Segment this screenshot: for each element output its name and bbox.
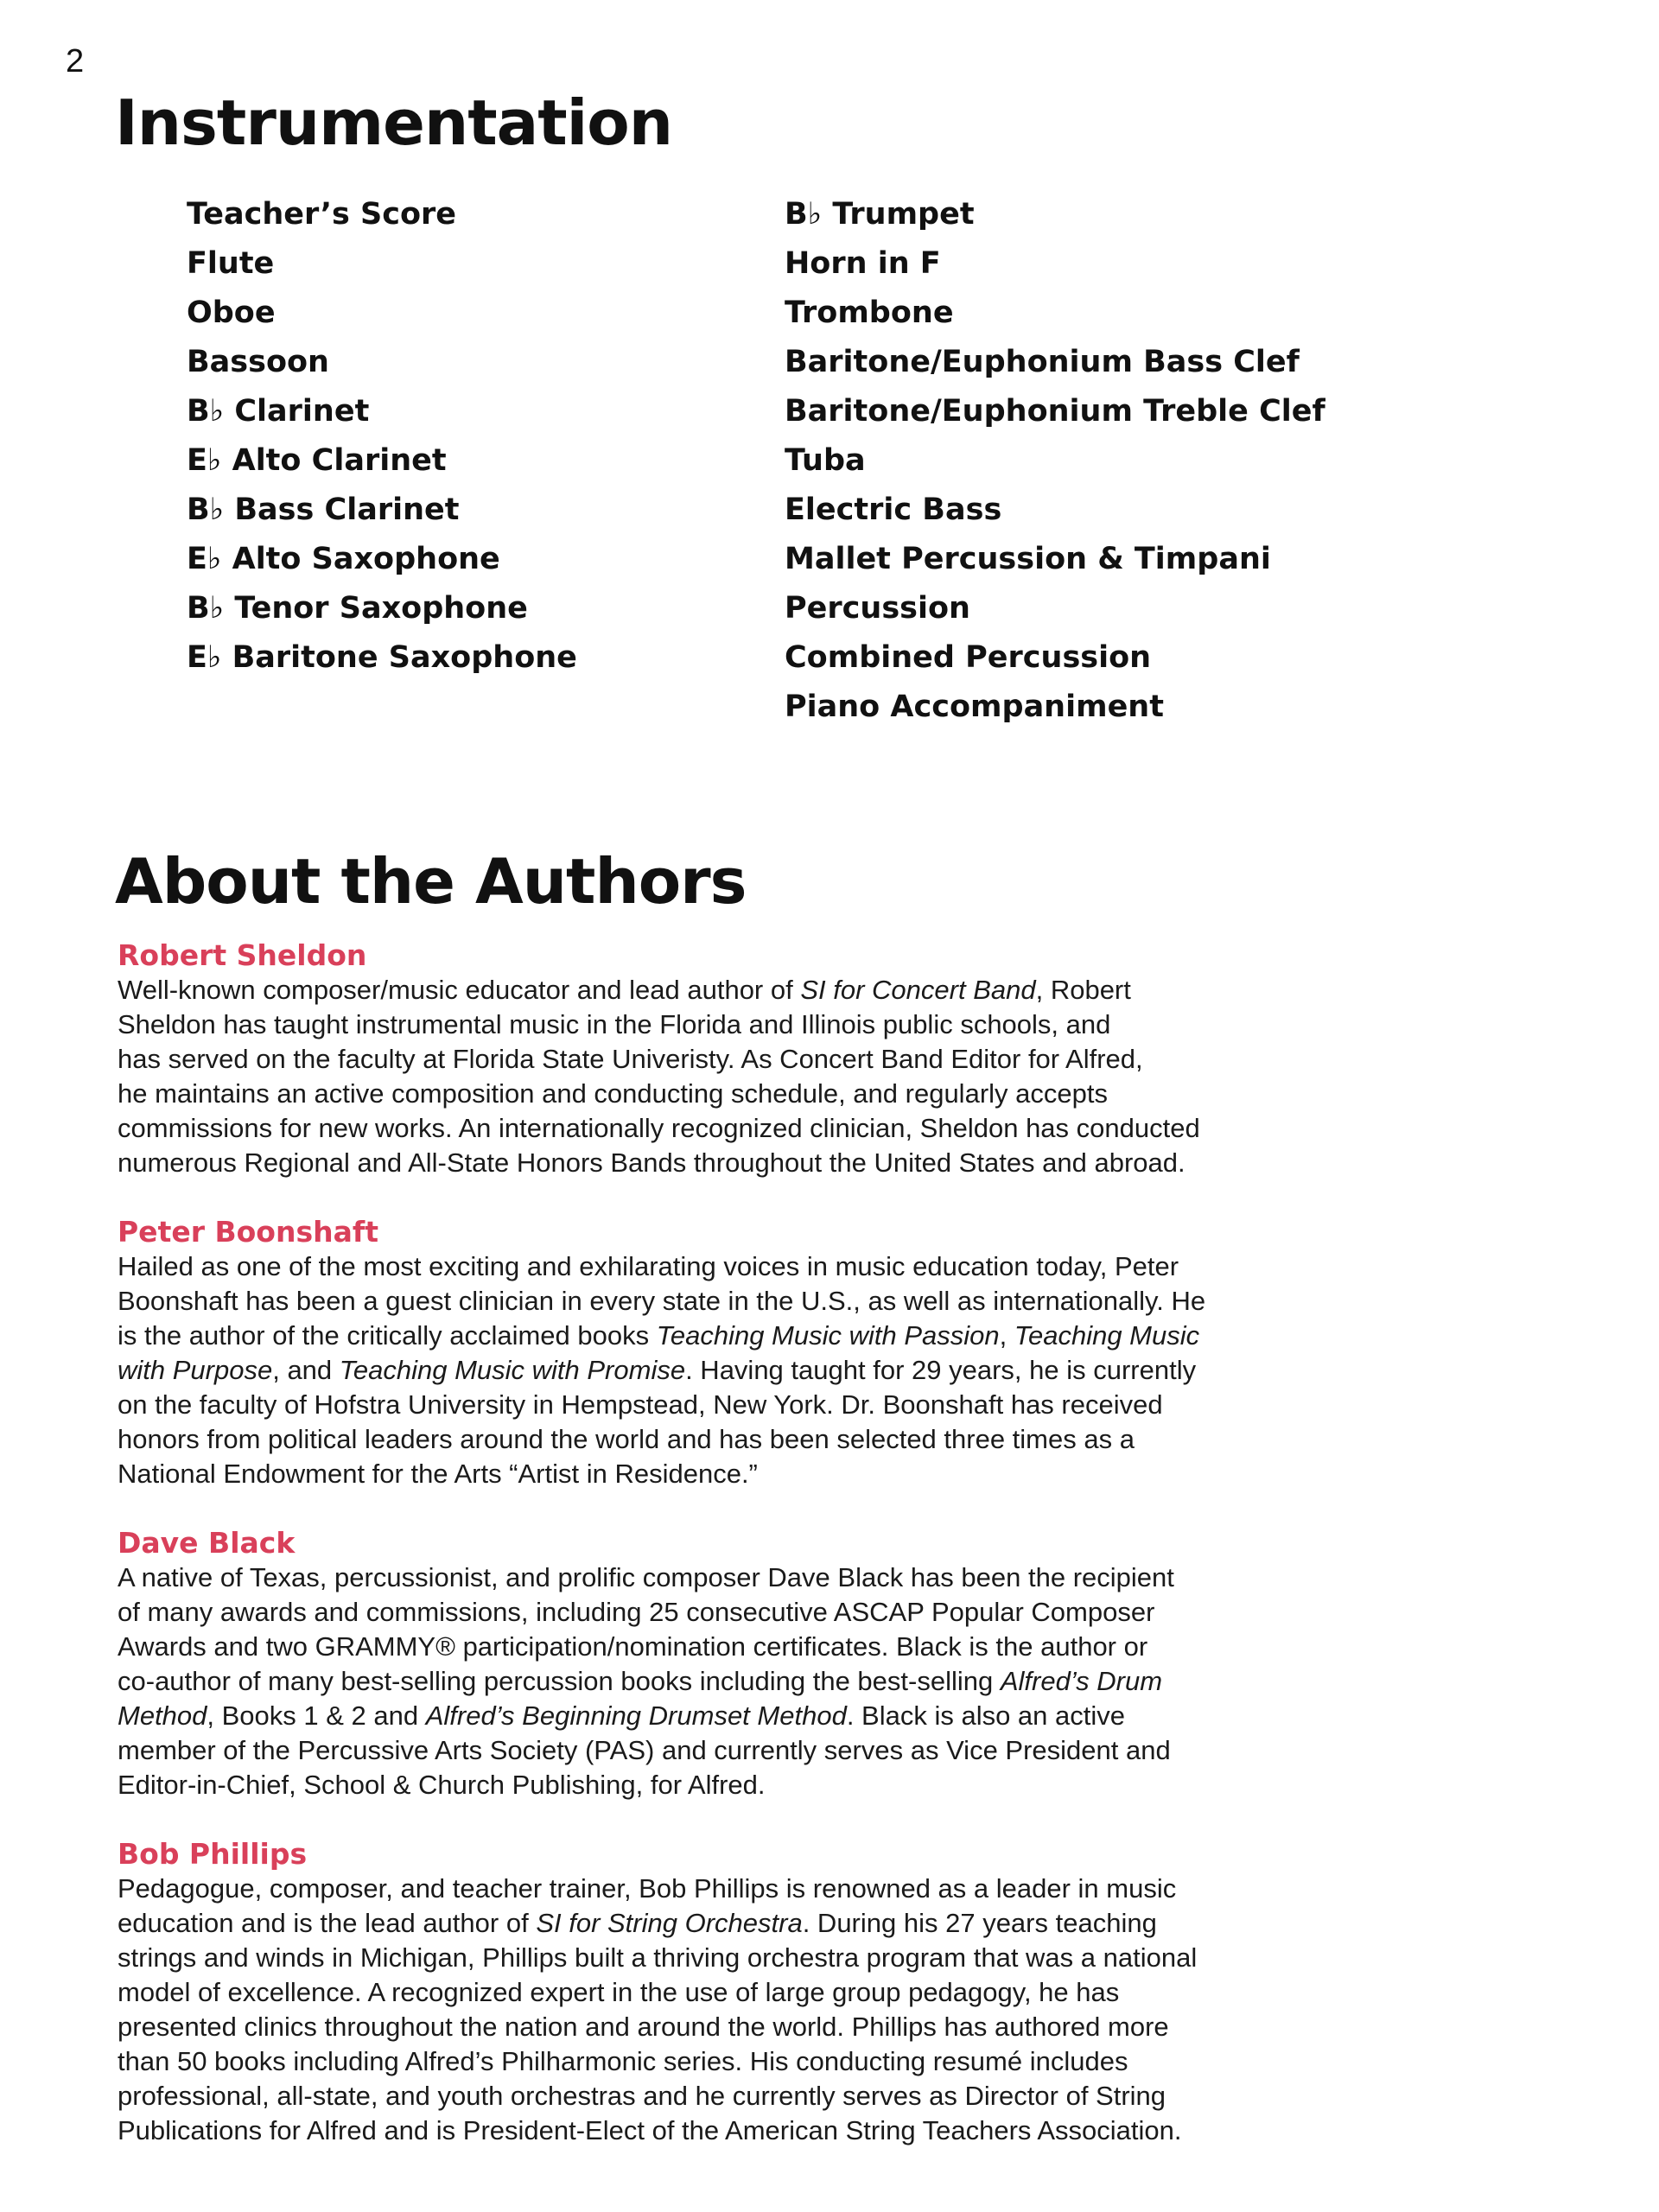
- instrument-item: Teacher’s Score: [187, 197, 457, 232]
- title-italic: SI for Concert Band: [800, 975, 1036, 1005]
- instrument-item: Mallet Percussion & Timpani: [785, 542, 1271, 576]
- instrument-item: Trombone: [785, 296, 954, 330]
- instrument-list-right: [785, 190, 1325, 732]
- instrument-item: Percussion: [785, 591, 970, 626]
- bio-text: member of the Percussive Arts Society (PAS) and currently serves as Vice President and: [118, 1735, 1171, 1765]
- bio-text: Pedagogue, composer, and teacher trainer, Bob Phillips is renowned as a leader in music: [118, 1873, 1177, 1904]
- bio-text: , Books 1 & 2 and: [207, 1700, 426, 1731]
- instrumentation-title: Instrumentation: [115, 86, 673, 159]
- instrument-item: B♭ Tenor Saxophone: [187, 591, 528, 626]
- bio-text: Boonshaft has been a guest clinician in every state in the U.S., as well as internationally. He: [118, 1286, 1206, 1316]
- bio-text: A native of Texas, percussionist, and prolific composer Dave Black has been the recipient: [118, 1562, 1174, 1592]
- author-block: [118, 938, 1275, 1180]
- bio-text: Awards and two GRAMMY® participation/nomination certificates. Black is the author or: [118, 1631, 1148, 1662]
- bio-text: ,: [999, 1320, 1014, 1351]
- bio-text: . Black is also an active: [846, 1700, 1126, 1731]
- author-bio: [118, 973, 1275, 1180]
- bio-text: Well-known composer/music educator and lead author of: [118, 975, 801, 1005]
- bio-text: , Robert: [1035, 975, 1131, 1005]
- author-name: Bob Phillips: [118, 1837, 308, 1871]
- bio-text: he maintains an active composition and conducting schedule, and regularly accepts: [118, 1078, 1108, 1109]
- author-name: Peter Boonshaft: [118, 1215, 379, 1249]
- bio-text: Sheldon has taught instrumental music in the Florida and Illinois public schools, and: [118, 1009, 1111, 1039]
- bio-text: National Endowment for the Arts “Artist in Residence.”: [118, 1459, 758, 1489]
- instrument-item: Electric Bass: [785, 493, 1002, 527]
- about-authors-title: About the Authors: [115, 845, 747, 918]
- instrument-item: Piano Accompaniment: [785, 690, 1164, 724]
- bio-text: co-author of many best-selling percussion books including the best-selling: [118, 1666, 1001, 1696]
- instrument-item: Flute: [187, 246, 275, 281]
- instrument-item: E♭ Alto Saxophone: [187, 542, 500, 576]
- author-block: [118, 1837, 1275, 2148]
- bio-text: presented clinics throughout the nation and around the world. Phillips has authored more: [118, 2012, 1169, 2042]
- bio-text: than 50 books including Alfred’s Philharmonic series. His conducting resumé includes: [118, 2046, 1128, 2076]
- instrument-item: Baritone/Euphonium Treble Clef: [785, 394, 1325, 429]
- bio-text: education and is the lead author of: [118, 1908, 537, 1938]
- instrument-item: Combined Percussion: [785, 640, 1152, 675]
- bio-text: commissions for new works. An internationally recognized clinician, Sheldon has conducted: [118, 1113, 1200, 1143]
- instrument-item: B♭ Bass Clarinet: [187, 493, 460, 527]
- instrument-item: Bassoon: [187, 345, 329, 379]
- title-italic: Alfred’s Beginning Drumset Method: [425, 1700, 847, 1731]
- bio-text: has served on the faculty at Florida State Univeristy. As Concert Band Editor for Alfred,: [118, 1044, 1143, 1074]
- instrument-item: B♭ Trumpet: [785, 197, 975, 232]
- instrument-item: Oboe: [187, 296, 276, 330]
- title-italic: with Purpose: [118, 1355, 273, 1385]
- author-block: [118, 1215, 1275, 1491]
- title-italic: Teaching Music with Passion: [656, 1320, 1000, 1351]
- author-name: Dave Black: [118, 1526, 296, 1560]
- author-bio: [118, 1560, 1275, 1802]
- instrument-item: Baritone/Euphonium Bass Clef: [785, 345, 1300, 379]
- bio-text: is the author of the critically acclaimed books: [118, 1320, 657, 1351]
- author-bio: [118, 1872, 1275, 2148]
- instrument-item: B♭ Clarinet: [187, 394, 370, 429]
- instrument-item: E♭ Alto Clarinet: [187, 443, 447, 478]
- author-bio: [118, 1249, 1275, 1491]
- bio-text: . Having taught for 29 years, he is currently: [685, 1355, 1197, 1385]
- title-italic: Teaching Music with Promise: [339, 1355, 686, 1385]
- bio-text: Publications for Alfred and is President-Elect of the American String Teachers Association.: [118, 2115, 1182, 2145]
- page-number: 2: [66, 43, 85, 79]
- bio-text: . During his 27 years teaching: [802, 1908, 1157, 1938]
- bio-text: of many awards and commissions, including 25 consecutive ASCAP Popular Composer: [118, 1597, 1155, 1627]
- author-name: Robert Sheldon: [118, 938, 367, 972]
- bio-text: Hailed as one of the most exciting and exhilarating voices in music education today, Peter: [118, 1251, 1179, 1281]
- instrument-list-left: [187, 190, 577, 683]
- bio-text: honors from political leaders around the world and has been selected three times as a: [118, 1424, 1135, 1454]
- instrument-item: Tuba: [785, 443, 866, 478]
- instrument-item: E♭ Baritone Saxophone: [187, 640, 577, 675]
- bio-text: numerous Regional and All-State Honors Bands throughout the United States and abroad.: [118, 1147, 1185, 1178]
- title-italic: SI for String Orchestra: [536, 1908, 803, 1938]
- bio-text: , and: [272, 1355, 340, 1385]
- title-italic: Teaching Music: [1014, 1320, 1200, 1351]
- bio-text: strings and winds in Michigan, Phillips built a thriving orchestra program that was a national: [118, 1942, 1198, 1973]
- instrument-item: Horn in F: [785, 246, 941, 281]
- bio-text: professional, all-state, and youth orchestras and he currently serves as Director of String: [118, 2081, 1166, 2111]
- bio-text: Editor-in-Chief, School & Church Publishing, for Alfred.: [118, 1770, 766, 1800]
- bio-text: on the faculty of Hofstra University in Hempstead, New York. Dr. Boonshaft has received: [118, 1389, 1163, 1420]
- title-italic: Method: [118, 1700, 207, 1731]
- title-italic: Alfred’s Drum: [1000, 1666, 1163, 1696]
- bio-text: model of excellence. A recognized expert in the use of large group pedagogy, he has: [118, 1977, 1120, 2007]
- authors-section: [118, 938, 1275, 2183]
- author-block: [118, 1526, 1275, 1802]
